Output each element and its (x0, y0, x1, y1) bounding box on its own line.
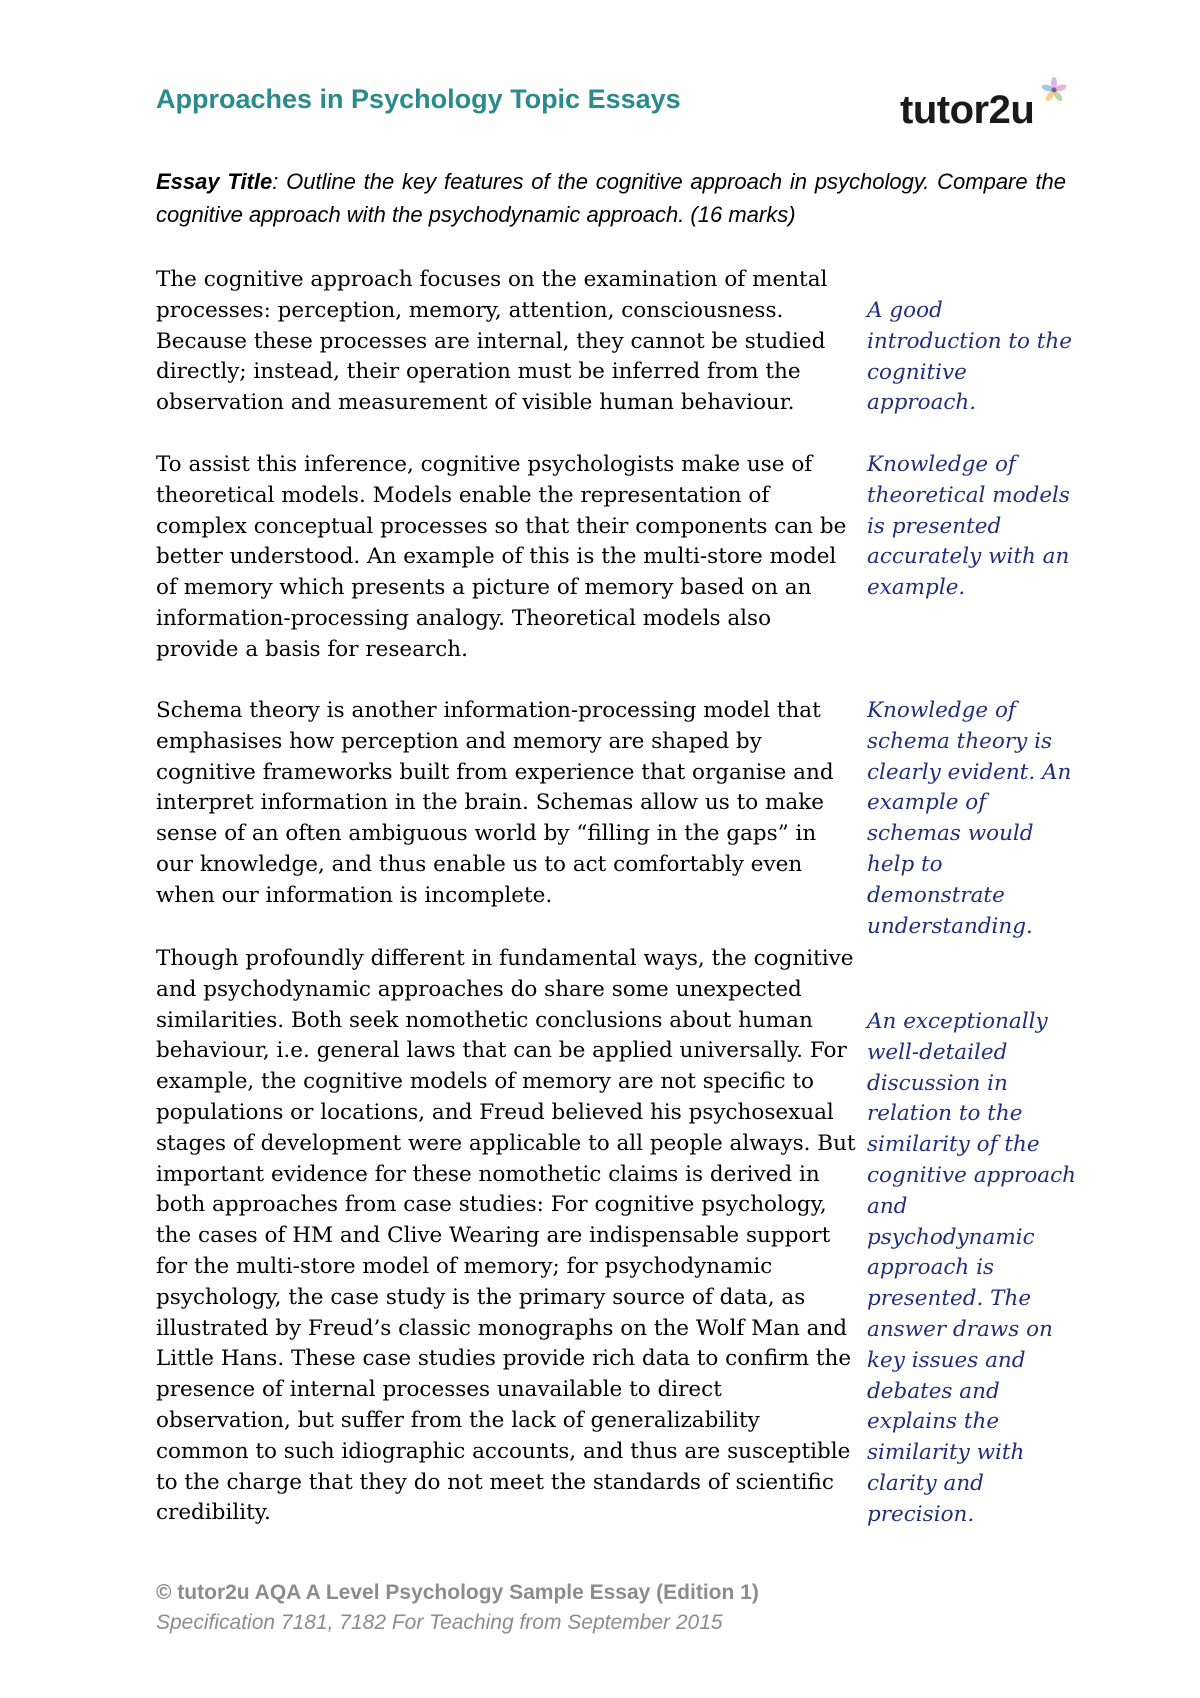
tutor2u-logo (900, 80, 1075, 140)
essay-paragraph-1: The cognitive approach focuses on the examination of mental processes: perception, memory, attention, consciousness. Because these processes are internal, they cannot be studied directly; instead, their operation must be inferred from the observation and measurement of visible human behaviour. (156, 267, 828, 416)
essay-paragraph-2: To assist this inference, cognitive psychologists make use of theoretical models. Models enable the representation of complex conceptual processes so that their components can be better understood. An example of this is the multi-store model of memory which presents a picture of memory based on an information-processing analogy. Theoretical models also provide a basis for research. (156, 452, 847, 662)
essay-title (156, 165, 1066, 231)
essay-title-text: : Outline the key features of the cognitive approach in psychology. Compare the cognitive approach with the psychodynamic approach. (16 marks) (156, 169, 1066, 227)
footer-copyright: © tutor2u AQA A Level Psychology Sample Essay (Edition 1) (156, 1581, 759, 1604)
essay-paragraph-4: Though profoundly different in fundamental ways, the cognitive and psychodynamic approaches do share some unexpected similarities. Both seek nomothetic conclusions about human behaviour, i.e. general laws that can be applied universally. For example, the cognitive models of memory are not specific to populations or locations, and Freud believed his psychosexual stages of development were applicable to all people always. But important evidence for these nomothetic claims is derived in both approaches from case studies: For cognitive psychology, the cases of HM and Clive Wearing are indispensable support for the multi-store model of memory; for psychodynamic psychology, the case study is the primary source of data, as illustrated by Freud’s classic monographs on the Wolf Man and Little Hans. These case studies provide rich data to confirm the presence of internal processes unavailable to direct observation, but suffer from the lack of generalizability common to such idiographic accounts, and thus are susceptible to the charge that they do not meet the standards of scientific credibility. (156, 946, 856, 1526)
marker-comment-1: A good introduction to the cognitive approach. (867, 298, 1073, 416)
essay-paragraph-3: Schema theory is another information-processing model that emphasises how perception and memory are shaped by cognitive frameworks built from experience that organise and interpret information in the brain. Schemas allow us to make sense of an often ambiguous world by “filling in the gaps” in our knowledge, and thus enable us to act comfortably even when our information is incomplete. (156, 698, 834, 908)
marker-comment-2: Knowledge of theoretical models is presented accurately with an example. (867, 452, 1070, 601)
marker-comment-3: Knowledge of schema theory is clearly evident. An example of schemas would help to demonstrate understanding. (867, 698, 1072, 939)
essay-title-label: Essay Title (156, 169, 273, 194)
page-footer (156, 1578, 1056, 1638)
logo-text: tutor2u (900, 88, 1035, 132)
flower-icon (1038, 74, 1070, 106)
page-title: Approaches in Psychology Topic Essays (156, 84, 681, 114)
marker-comment-4: An exceptionally well-detailed discussion in relation to the similarity of the cognitive approach and psychodynamic approach is presented. The answer draws on key issues and debates and explains the similarity with clarity and precision. (867, 1009, 1076, 1527)
footer-specification: Specification 7181, 7182 For Teaching from September 2015 (156, 1611, 723, 1634)
